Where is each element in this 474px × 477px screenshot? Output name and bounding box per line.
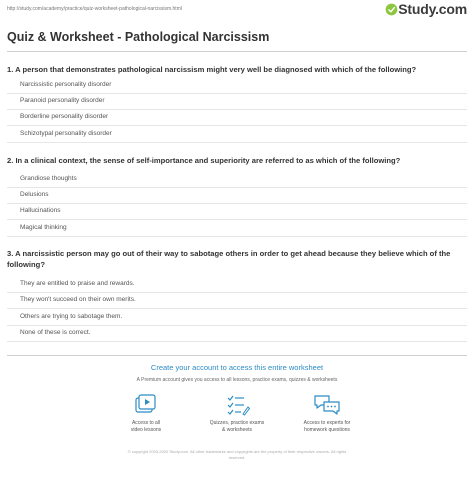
- answer-option-label: Magical thinking: [20, 224, 67, 231]
- copyright-line: reserved.: [228, 455, 246, 460]
- feature-experts: [287, 393, 367, 434]
- answer-option[interactable]: [7, 127, 467, 143]
- feature-label: Access to all: [131, 420, 161, 426]
- promo-title[interactable]: Create your account to access this entire worksheet: [150, 363, 324, 372]
- answer-option-label: Others are trying to sabotage them.: [20, 313, 123, 320]
- answer-option-label: Borderline personality disorder: [20, 113, 109, 120]
- answer-option-label: Delusions: [20, 191, 49, 198]
- feature-label: & worksheets: [221, 427, 252, 433]
- video-lessons-icon: [133, 393, 159, 417]
- page-title: Quiz & Worksheet - Pathological Narcissism: [7, 30, 270, 44]
- answer-option-label: None of these is correct.: [20, 329, 91, 336]
- answer-option-label: Narcissistic personality disorder: [20, 81, 112, 88]
- top-bar: [0, 0, 474, 22]
- feature-label: homework questions: [304, 427, 350, 433]
- title-divider: [7, 51, 467, 52]
- answer-option-label: Grandiose thoughts: [20, 175, 77, 182]
- study-logo[interactable]: [385, 2, 467, 17]
- answer-option-label: Schizotypal personality disorder: [20, 130, 112, 137]
- feature-video-lessons: [106, 393, 186, 434]
- experts-chat-icon: [313, 393, 341, 417]
- feature-label: video lessons: [130, 427, 162, 433]
- answer-option[interactable]: [7, 293, 467, 309]
- copyright-line: © copyright 2003-2020 Study.com. All other trademarks and copyrights are the property of their respective owners. All rights: [127, 449, 347, 454]
- feature-quizzes-worksheets: [197, 393, 277, 434]
- answer-option[interactable]: [7, 172, 467, 188]
- question-3: 3. A narcissistic person may go out of their way to sabotage others in order to get ahead because they believe which of the following?: [7, 249, 451, 269]
- copyright-footer: [60, 449, 414, 461]
- answer-option[interactable]: [7, 326, 467, 342]
- quizzes-worksheets-icon: [224, 393, 250, 417]
- answer-option[interactable]: [7, 277, 467, 293]
- promo-subtitle: A Premium account gives you access to all lessons, practice exams, quizzes & worksheets: [136, 377, 338, 383]
- logo-icon: [385, 3, 398, 16]
- page-url: http://study.com/academy/practice/quiz-worksheet-pathological-narcissism.html: [7, 6, 182, 12]
- answer-option[interactable]: [7, 310, 467, 326]
- answer-option-label: Hallucinations: [20, 207, 61, 214]
- question-1: 1. A person that demonstrates pathological narcissism might very well be diagnosed with which of the following?: [7, 65, 417, 74]
- section-divider: [7, 355, 467, 356]
- answer-option[interactable]: [7, 188, 467, 204]
- question-2: 2. In a clinical context, the sense of self-importance and superiority are referred to as which of the following?: [7, 156, 401, 165]
- logo-text: Study.com: [398, 1, 467, 17]
- answer-option[interactable]: [7, 221, 467, 237]
- answer-option[interactable]: [7, 94, 467, 110]
- feature-label: Quizzes, practice exams: [209, 420, 265, 426]
- answer-option[interactable]: [7, 110, 467, 126]
- answer-option[interactable]: [7, 78, 467, 94]
- answer-option-label: They are entitled to praise and rewards.: [20, 280, 135, 287]
- answer-option[interactable]: [7, 204, 467, 220]
- answer-option-label: They won't succeed on their own merits.: [20, 296, 136, 303]
- answer-option-label: Paranoid personality disorder: [20, 97, 105, 104]
- feature-label: Access to experts for: [303, 420, 351, 426]
